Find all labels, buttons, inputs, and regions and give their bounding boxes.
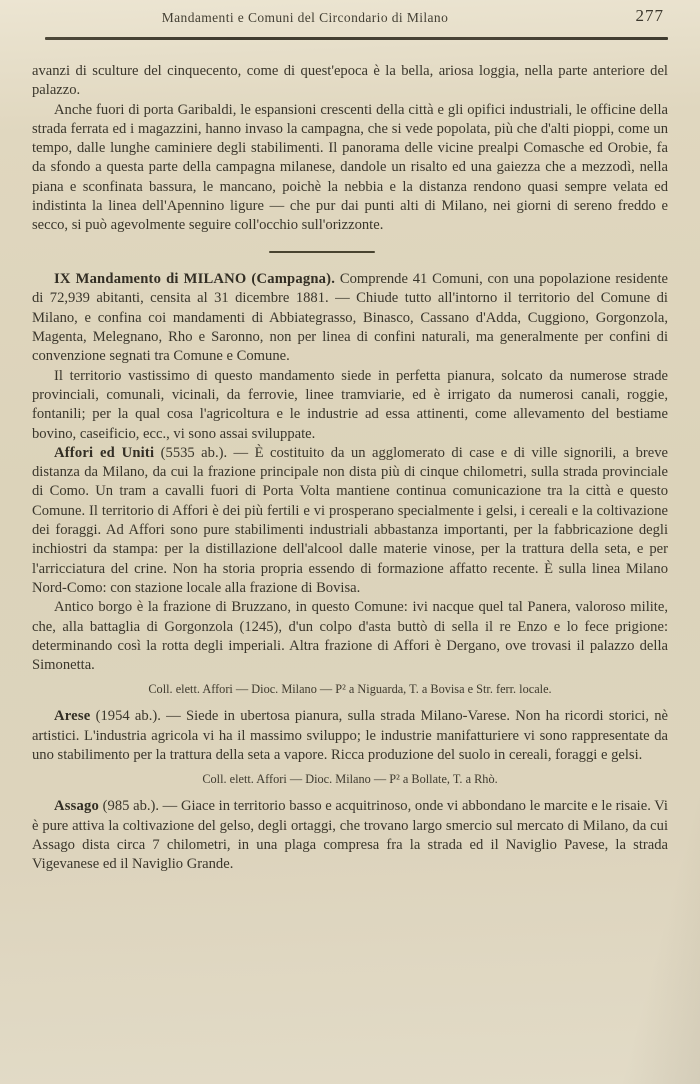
electoral-note (32, 771, 668, 787)
paragraph (32, 101, 668, 236)
paragraph-text: avanzi di sculture del cinquecento, come di quest'epoca è la bella, ariosa loggia, nella parte anteriore del palazzo. (32, 63, 668, 99)
electoral-note (32, 681, 668, 697)
entry-lead: IX Mandamento di MILANO (Campagna). (54, 271, 336, 288)
paragraph-text: Comprende 41 Comuni, con una popolazione residente di 72,939 abitanti, censita al 31 dicembre 1881. — Chiude tutto all'intorno il territorio del Comune di Milano, e confina coi mandamenti di Abbiategrasso, Binasco, Cassano d'Adda, Cuggiono, Gorgonzola, Magenta, Melegnano, Rho e Saronno, non per linea di confini naturali, ma generalmente per confini di convenzione segnati tra Comune e Comune. (32, 271, 668, 365)
paragraph-text: (5535 ab.). — È costituito da un agglomerato di case e di ville signorili, a breve distanza da Milano, da cui la frazione principale non dista più di cinque chilometri, sulla strada provinciale di Como. Un tram a cavalli fuori di Porta Volta mantiene continua comunicazione tra la città e questo Comune. Il territorio di Affori è dei più fertili e vi prosperano specialmente i gelsi, i cereali e la coltivazione dei foraggi. Ad Affori sono pure stabilimenti industriali abbastanza importanti, per la fabbricazione degli inchiostri da stampa: per la distillazione dell'alcool dalle materie vinose, per la trattura della seta, e per l'arricciatura del crine. Non ha storia propria essendo di formazione affatto recente. È sulla linea Milano Nord-Como: con stazione locale alla frazione di Bovisa. (32, 444, 668, 596)
text-block (0, 40, 700, 874)
paragraph (32, 797, 668, 874)
paragraph-text: Anche fuori di porta Garibaldi, le espansioni crescenti della città e gli opifici industriali, le officine della strada ferrata ed i magazzini, hanno invaso la campagna, che si vede popolata, più che d'alti pioppi, come un tempo, dalle lunghe caminiere degli stabilimenti. Il panorama delle vicine prealpi Comasche ed Orobie, fa da sfondo a questa parte della campagna milanese, dandole un risalto ed una gaiezza che a mezzodì, nella piana e sconfinata bassura, le mancano, poichè la nebbia e la distanza rendono quasi sempre velata ed indistinta la linea dell'Apennino ligure — che pur dai punti alti di Milano, nei giorni di sereno freddo e secco, si può agevolmente seguire coll'occhio sull'orizzonte. (32, 101, 668, 234)
entry-lead: Arese (54, 708, 91, 725)
paragraph-text: (985 ab.). — Giace in territorio basso e acquitrinoso, onde vi abbondano le marcite e le risaie. Vi è pure attiva la coltivazione del gelso, degli ortaggi, che trovano largo smercio sul mercato di Milano, da cui Assago dista circa 7 chilometri, in una plaga compresa fra la strada ed il Naviglio Pavese, la strada Vigevanese ed il Naviglio Grande. (32, 798, 668, 873)
section-divider (269, 251, 375, 254)
paragraph-text: Antico borgo è la frazione di Bruzzano, in questo Comune: ivi nacque quel tal Panera, valoroso milite, che, alla battaglia di Gorgonzola (1245), d'un colpo d'asta buttò di sella il re Enzo e lo fece prigione: determinando così la rotta degli imperiali. Altra frazione di Affori è Dergano, ove trovasi il palazzo della Simonetta. (32, 599, 668, 674)
note-text: Coll. elett. Affori — Dioc. Milano — P² a Bollate, T. a Rhò. (202, 772, 498, 787)
paragraph (32, 598, 668, 675)
paragraph (32, 707, 668, 765)
page-number: 277 (635, 6, 664, 25)
paragraph-text: Il territorio vastissimo di questo mandamento siede in perfetta pianura, solcato da numerose strade provinciali, comunali, vicinali, da ferrovie, linee tramviarie, ed è irrigato da numerosi canali, roggie, fontanili; per la qual cosa l'agricoltura e le industrie ad essa attinenti, come allevamento del bestiame bovino, caseificio, ecc., vi sono assai sviluppate. (32, 367, 668, 442)
paragraph (32, 62, 668, 101)
paragraph (32, 367, 668, 444)
running-title: Mandamenti e Comuni del Circondario di Milano (161, 10, 449, 25)
paragraph (32, 444, 668, 598)
page-header (0, 0, 700, 32)
paragraph (32, 270, 668, 366)
entry-lead: Assago (54, 798, 99, 815)
divider-container (32, 236, 668, 271)
entry-lead: Affori ed Uniti (54, 444, 155, 461)
paragraph-text: (1954 ab.). — Siede in ubertosa pianura, sulla strada Milano-Varese. Non ha ricordi storici, nè artistici. L'industria agricola vi ha il massimo sviluppo; le industrie manifatturiere vi sono rappresentate da uno stabilimento per la trattura della seta a vapore. Ricca produzione del suolo in cereali, foraggi e gelsi. (32, 708, 668, 763)
note-text: Coll. elett. Affori — Dioc. Milano — P² a Niguarda, T. a Bovisa e Str. ferr. locale. (148, 682, 552, 697)
